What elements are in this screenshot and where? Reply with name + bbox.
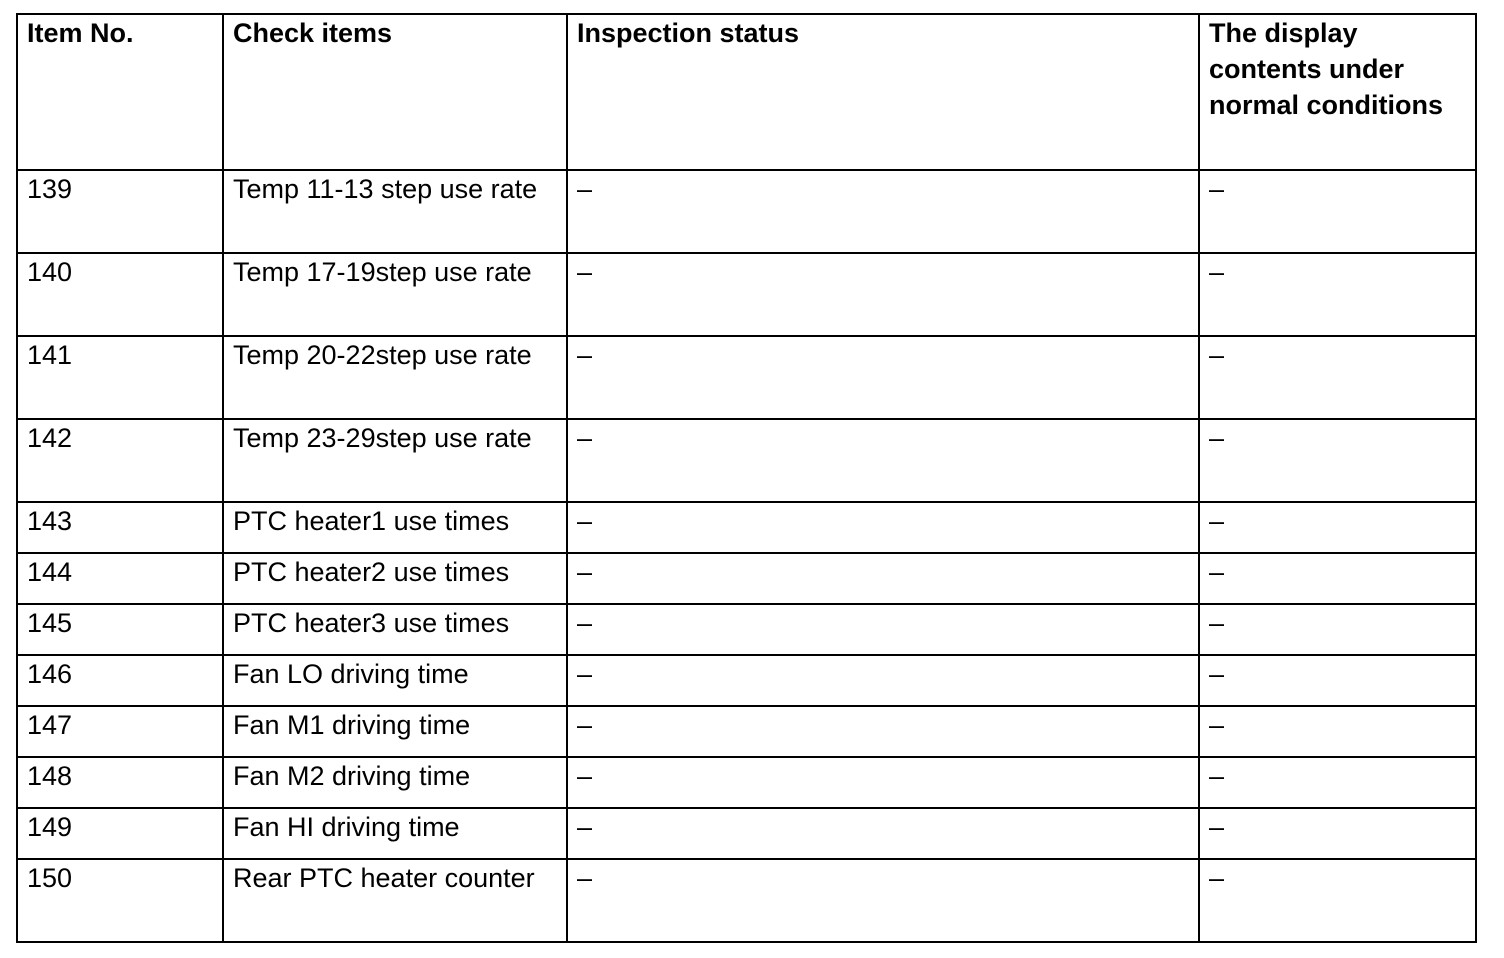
normal-display-cell: –: [1199, 655, 1476, 706]
table-row: [17, 553, 1476, 604]
inspection-status-cell: –: [567, 170, 1199, 253]
header-item-no: Item No.: [17, 14, 223, 170]
normal-display-cell: –: [1199, 502, 1476, 553]
check-item-cell: PTC heater3 use times: [223, 604, 567, 655]
table-row: [17, 419, 1476, 502]
item-no-cell: 141: [17, 336, 223, 419]
inspection-status-cell: –: [567, 757, 1199, 808]
check-item-cell: Temp 23-29step use rate: [223, 419, 567, 502]
table-row: [17, 604, 1476, 655]
normal-display-cell: –: [1199, 170, 1476, 253]
inspection-status-cell: –: [567, 553, 1199, 604]
inspection-status-cell: –: [567, 859, 1199, 942]
normal-display-cell: –: [1199, 553, 1476, 604]
inspection-status-cell: –: [567, 655, 1199, 706]
check-item-cell: Fan LO driving time: [223, 655, 567, 706]
inspection-status-cell: –: [567, 706, 1199, 757]
normal-display-cell: –: [1199, 253, 1476, 336]
table-row: [17, 757, 1476, 808]
table-row: [17, 502, 1476, 553]
check-item-cell: PTC heater2 use times: [223, 553, 567, 604]
item-no-cell: 140: [17, 253, 223, 336]
item-no-cell: 145: [17, 604, 223, 655]
normal-display-cell: –: [1199, 706, 1476, 757]
item-no-cell: 139: [17, 170, 223, 253]
inspection-status-cell: –: [567, 604, 1199, 655]
normal-display-cell: –: [1199, 859, 1476, 942]
check-item-cell: Temp 17-19step use rate: [223, 253, 567, 336]
inspection-status-cell: –: [567, 808, 1199, 859]
header-check-items: Check items: [223, 14, 567, 170]
inspection-status-cell: –: [567, 419, 1199, 502]
item-no-cell: 143: [17, 502, 223, 553]
check-item-cell: Fan M2 driving time: [223, 757, 567, 808]
item-no-cell: 147: [17, 706, 223, 757]
table-header-row: [17, 14, 1476, 170]
table-row: [17, 808, 1476, 859]
inspection-table: [16, 13, 1477, 943]
table-row: [17, 170, 1476, 253]
check-item-cell: Temp 20-22step use rate: [223, 336, 567, 419]
table-row: [17, 253, 1476, 336]
table-row: [17, 859, 1476, 942]
item-no-cell: 142: [17, 419, 223, 502]
inspection-status-cell: –: [567, 336, 1199, 419]
header-inspection-status: Inspection status: [567, 14, 1199, 170]
check-item-cell: PTC heater1 use times: [223, 502, 567, 553]
item-no-cell: 150: [17, 859, 223, 942]
inspection-status-cell: –: [567, 502, 1199, 553]
check-item-cell: Temp 11-13 step use rate: [223, 170, 567, 253]
item-no-cell: 144: [17, 553, 223, 604]
item-no-cell: 148: [17, 757, 223, 808]
item-no-cell: 149: [17, 808, 223, 859]
check-item-cell: Fan HI driving time: [223, 808, 567, 859]
check-item-cell: Fan M1 driving time: [223, 706, 567, 757]
table-row: [17, 336, 1476, 419]
table-row: [17, 655, 1476, 706]
normal-display-cell: –: [1199, 419, 1476, 502]
normal-display-cell: –: [1199, 757, 1476, 808]
check-item-cell: Rear PTC heater counter: [223, 859, 567, 942]
normal-display-cell: –: [1199, 808, 1476, 859]
normal-display-cell: –: [1199, 604, 1476, 655]
normal-display-cell: –: [1199, 336, 1476, 419]
inspection-status-cell: –: [567, 253, 1199, 336]
header-normal-display: The display contents under normal conditions: [1199, 14, 1476, 170]
item-no-cell: 146: [17, 655, 223, 706]
table-row: [17, 706, 1476, 757]
